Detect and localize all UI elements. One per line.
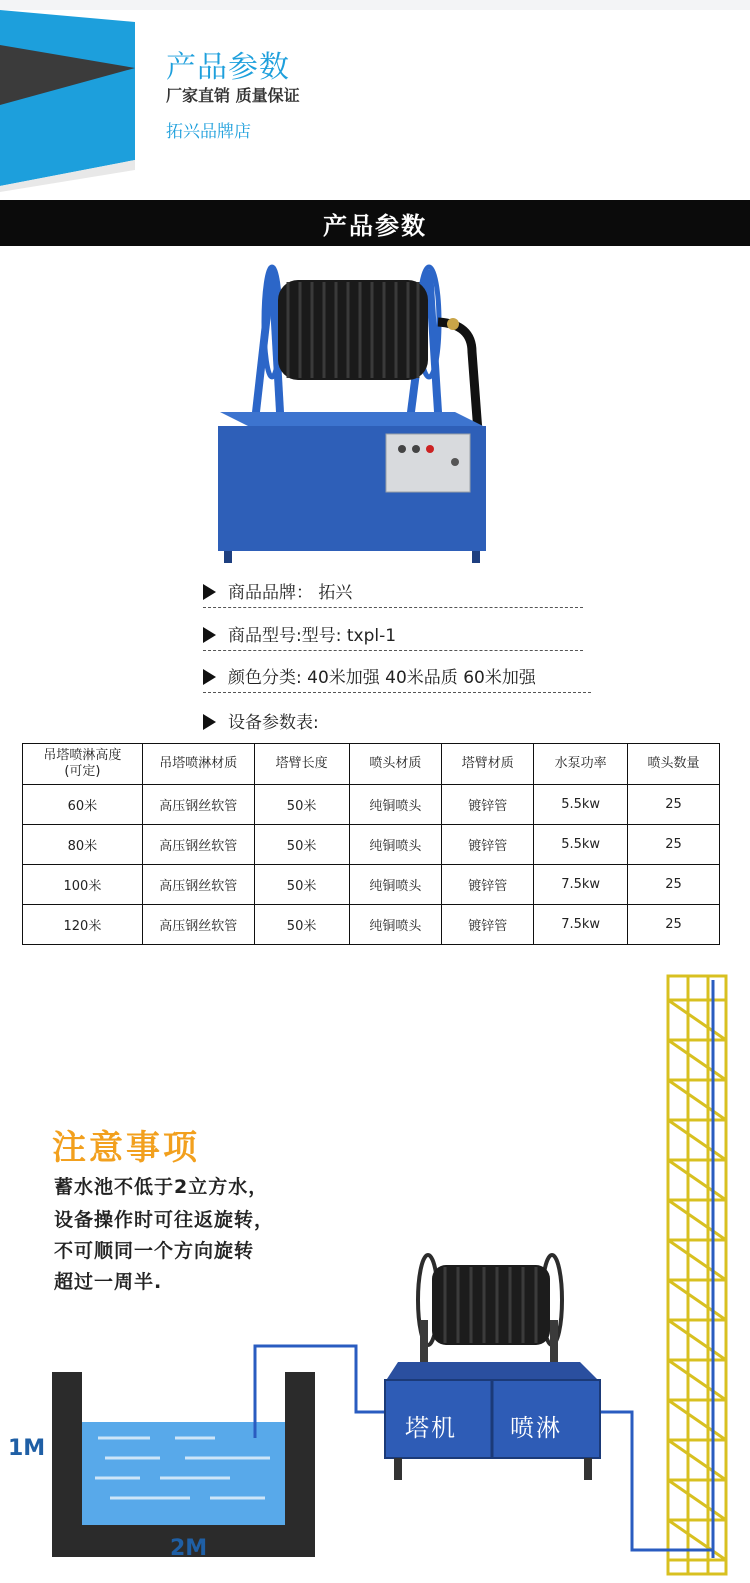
bullet-triangle-icon: [203, 627, 216, 643]
table-header-cell: 塔臂材质: [442, 744, 534, 785]
table-header-cell: 吊塔喷淋材质: [142, 744, 254, 785]
table-cell: 高压钢丝软管: [142, 825, 254, 865]
table-header-cell: 喷头数量: [628, 744, 720, 785]
spec-color: 颜色分类: 40米加强 40米品质 60米加强: [203, 663, 536, 688]
table-cell: 60米: [23, 785, 143, 825]
divider: [203, 607, 583, 608]
table-header-cell: 吊塔喷淋高度 (可定): [23, 744, 143, 785]
pool-depth-label: 1M: [8, 1436, 46, 1461]
top-strip: [0, 0, 750, 10]
shop-name: 拓兴品牌店: [166, 122, 251, 142]
spec-table-label: 设备参数表:: [203, 708, 319, 733]
cabinet-label-left: 塔机: [405, 1414, 457, 1442]
table-row: [23, 905, 720, 945]
table-cell: 50米: [254, 905, 349, 945]
bullet-triangle-icon: [203, 714, 216, 730]
tower-icon: [668, 976, 726, 1574]
table-cell: 高压钢丝软管: [142, 905, 254, 945]
table-cell: 25: [628, 905, 720, 945]
table-cell: 镀锌管: [442, 865, 534, 905]
notes-title: 注意事项: [52, 1128, 200, 1168]
bullet-triangle-icon: [203, 584, 216, 600]
table-header-row: [23, 744, 720, 785]
notes-line: 不可顺同一个方向旋转: [54, 1240, 255, 1262]
table-cell: 纯铜喷头: [349, 865, 442, 905]
table-row: [23, 865, 720, 905]
section-title: 产品参数: [323, 212, 427, 240]
table-cell: 纯铜喷头: [349, 785, 442, 825]
notes-line: 超过一周半.: [54, 1271, 163, 1293]
table-row: [23, 825, 720, 865]
table-cell: 7.5kw: [534, 905, 628, 945]
table-cell: 5.5kw: [534, 785, 628, 825]
table-cell: 50米: [254, 825, 349, 865]
table-cell: 25: [628, 785, 720, 825]
table-header-cell: 喷头材质: [349, 744, 442, 785]
table-cell: 镀锌管: [442, 825, 534, 865]
table-header-cell: 塔臂长度: [254, 744, 349, 785]
header-subtitle: 厂家直销 质量保证: [166, 86, 300, 105]
divider: [203, 692, 591, 693]
table-cell: 80米: [23, 825, 143, 865]
header-title: 产品参数: [166, 50, 290, 85]
table-cell: 镀锌管: [442, 785, 534, 825]
table-cell: 25: [628, 865, 720, 905]
table-cell: 120米: [23, 905, 143, 945]
table-cell: 50米: [254, 865, 349, 905]
table-cell: 镀锌管: [442, 905, 534, 945]
banner-graphic: [0, 10, 750, 192]
notes-line: 蓄水池不低于2立方水，: [54, 1176, 269, 1198]
header-banner: [0, 10, 750, 192]
table-cell: 7.5kw: [534, 865, 628, 905]
machine-icon: [385, 1255, 600, 1480]
table-cell: 高压钢丝软管: [142, 865, 254, 905]
pool-width-label: 2M: [170, 1536, 208, 1561]
bullet-triangle-icon: [203, 669, 216, 685]
table-cell: 25: [628, 825, 720, 865]
section-heading-bar: [0, 200, 750, 246]
cabinet-label-right: 喷淋: [510, 1414, 562, 1442]
table-header-cell: 水泵功率: [534, 744, 628, 785]
table-cell: 5.5kw: [534, 825, 628, 865]
product-image: [210, 262, 505, 567]
table-cell: 100米: [23, 865, 143, 905]
table-row: [23, 785, 720, 825]
spec-model: 商品型号:型号: txpl-1: [203, 621, 396, 646]
table-cell: 50米: [254, 785, 349, 825]
table-cell: 高压钢丝软管: [142, 785, 254, 825]
spec-brand: 商品品牌： 拓兴: [203, 578, 352, 603]
table-cell: 纯铜喷头: [349, 825, 442, 865]
table-cell: 纯铜喷头: [349, 905, 442, 945]
notes-line: 设备操作时可往返旋转，: [54, 1209, 275, 1231]
divider: [203, 650, 583, 651]
parameter-table: [22, 743, 720, 945]
